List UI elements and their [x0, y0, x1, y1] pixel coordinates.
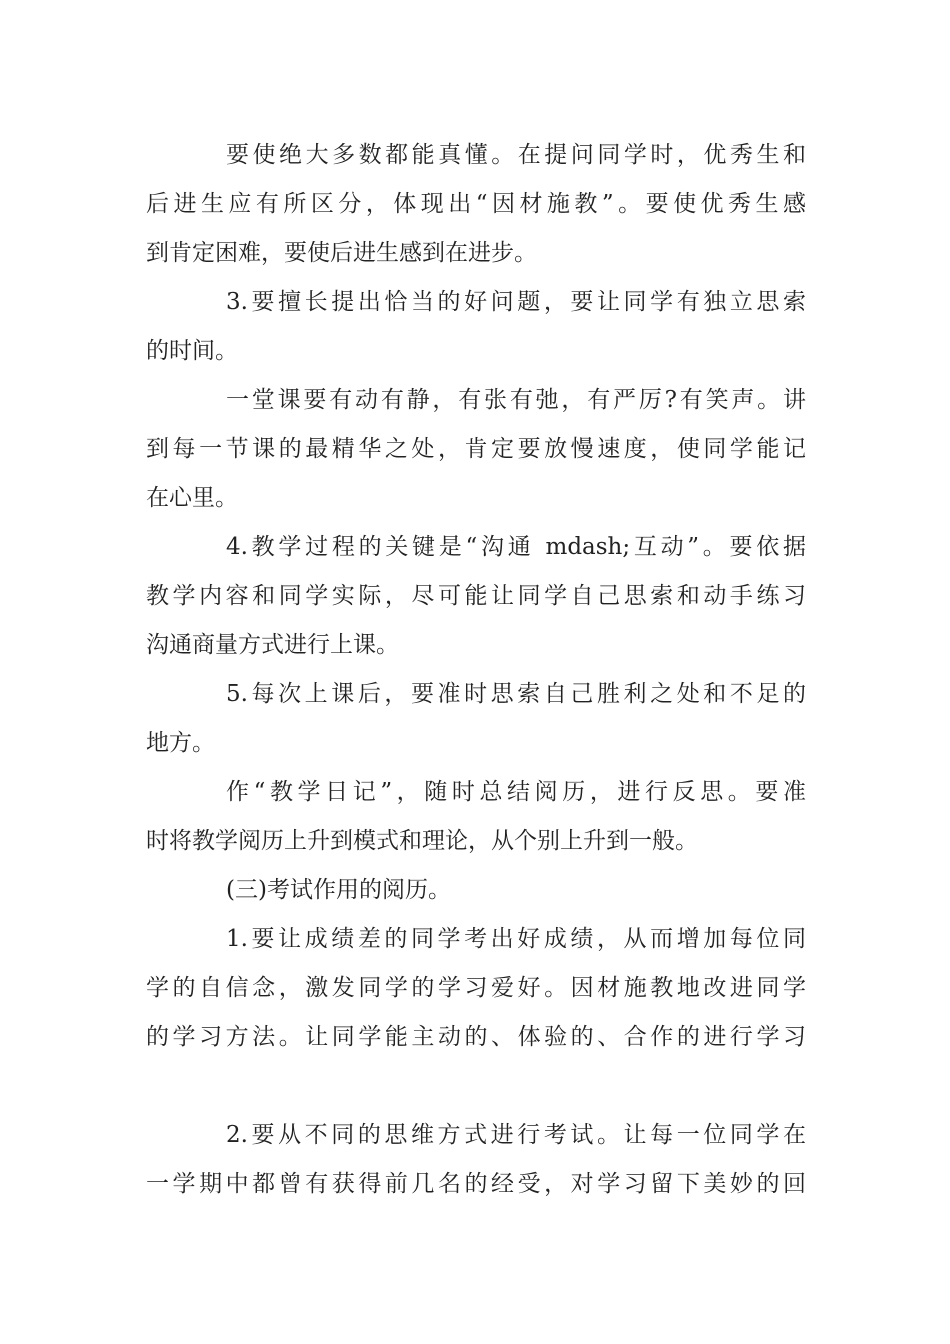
paragraph-line: 到每一节课的最精华之处，肯定要放慢速度，使同学能记	[146, 436, 806, 462]
paragraph-line: 教学内容和同学实际，尽可能让同学自己思索和动手练习	[146, 583, 806, 609]
paragraph-line: 一学期中都曾有获得前几名的经受，对学习留下美妙的回	[146, 1171, 806, 1197]
paragraph-line: 在心里。	[146, 485, 238, 511]
paragraph-line: 后进生应有所区分，体现出“因材施教”。要使优秀生感	[146, 191, 806, 217]
paragraph-line: 沟通商量方式进行上课。	[146, 632, 399, 658]
paragraph-line: 到肯定困难，要使后进生感到在进步。	[146, 240, 537, 266]
section-heading: (三)考试作用的阅历。	[226, 877, 451, 903]
paragraph-line: 时将教学阅历上升到模式和理论，从个别上升到一般。	[146, 828, 698, 854]
paragraph-line: 要使绝大多数都能真懂。在提问同学时，优秀生和	[226, 142, 806, 168]
paragraph-line: 4.教学过程的关键是“沟通 mdash;互动”。要依据	[226, 534, 806, 560]
document-body	[146, 131, 806, 1209]
paragraph-line: 学的自信念，激发同学的学习爱好。因材施教地改进同学	[146, 975, 806, 1001]
paragraph-line: 的学习方法。让同学能主动的、体验的、合作的进行学习	[146, 1024, 806, 1050]
paragraph-line: 作“教学日记”，随时总结阅历，进行反思。要准	[226, 779, 806, 805]
paragraph-line: 的时间。	[146, 338, 238, 364]
paragraph-line: 2.要从不同的思维方式进行考试。让每一位同学在	[226, 1122, 806, 1148]
paragraph-line: 5.每次上课后，要准时思索自己胜利之处和不足的	[226, 681, 806, 707]
paragraph-line: 地方。	[146, 730, 215, 756]
paragraph-line: 3.要擅长提出恰当的好问题，要让同学有独立思索	[226, 289, 806, 315]
paragraph-line: 一堂课要有动有静，有张有弛，有严厉?有笑声。讲	[226, 387, 806, 413]
paragraph-gap	[146, 1062, 806, 1111]
paragraph-line: 1.要让成绩差的同学考出好成绩，从而增加每位同	[226, 926, 806, 952]
